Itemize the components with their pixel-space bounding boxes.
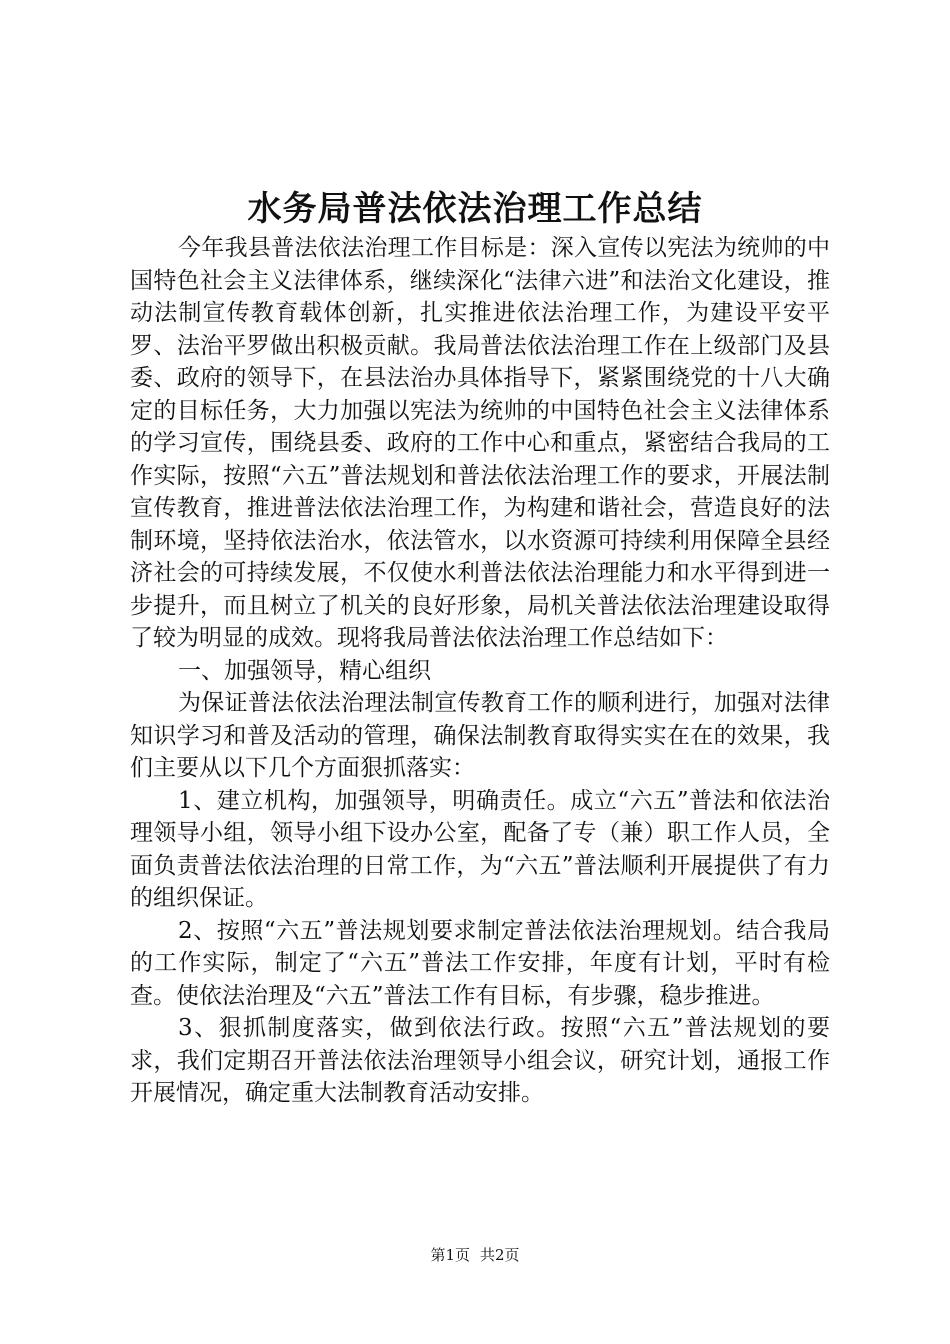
body-paragraph: 3、狠抓制度落实，做到依法行政。按照“六五”普法规划的要求，我们定期召开普法依法治理领导小组会议，研究计划，通报工作开展情况，确定重大法制教育活动安排。 [130, 1015, 830, 1106]
intro-paragraph: 今年我县普法依法治理工作目标是：深入宣传以宪法为统帅的中国特色社会主义法律体系，继续深化“法律六进”和法治文化建设，推动法制宣传教育载体创新，扎实推进依法治理工作，为建设平安平罗、法治平罗做出积极贡献。我局普法依法治理工作在上级部门及县委、政府的领导下，在县法治办具体指导下，紧紧围绕党的十八大确定的目标任务，大力加强以宪法为统帅的中国特色社会主义法律体系的学习宣传，围绕县委、政府的工作中心和重点，紧密结合我局的工作实际，按照“六五”普法规划和普法依法治理工作的要求，开展法制宣传教育，推进普法依法治理工作，为构建和谐社会，营造良好的法制环境，坚持依法治水，依法管水，以水资源可持续利用保障全县经济社会的可持续发展，不仅使水利普法依法治理能力和水平得到进一步提升，而且树立了机关的良好形象，局机关普法依法治理建设取得了较为明显的成效。现将我局普法依法治理工作总结如下： [130, 235, 830, 651]
document-title: 水务局普法依法治理工作总结 [247, 189, 703, 229]
body-paragraph: 1、建立机构，加强领导，明确责任。成立“六五”普法和依法治理领导小组，领导小组下设办公室，配备了专（兼）职工作人员，全面负责普法依法治理的日常工作，为“六五”普法顺利开展提供了有力的组织保证。 [130, 787, 830, 911]
body-paragraph: 为保证普法依法治理法制宣传教育工作的顺利进行，加强对法律知识学习和普及活动的管理，确保法制教育取得实实在在的效果，我们主要从以下几个方面狠抓落实： [130, 690, 830, 781]
document-body [130, 232, 830, 1110]
page-footer [0, 1245, 950, 1265]
page-number: 第1页 [430, 1246, 470, 1264]
body-paragraph: 2、按照“六五”普法规划要求制定普法依法治理规划。结合我局的工作实际，制定了“六五”普法工作安排，年度有计划，平时有检查。使依法治理及“六五”普法工作有目标，有步骤，稳步推进。 [130, 917, 830, 1009]
section-heading: 一、加强领导，精心组织 [178, 657, 431, 684]
page-total: 共2页 [480, 1246, 520, 1264]
